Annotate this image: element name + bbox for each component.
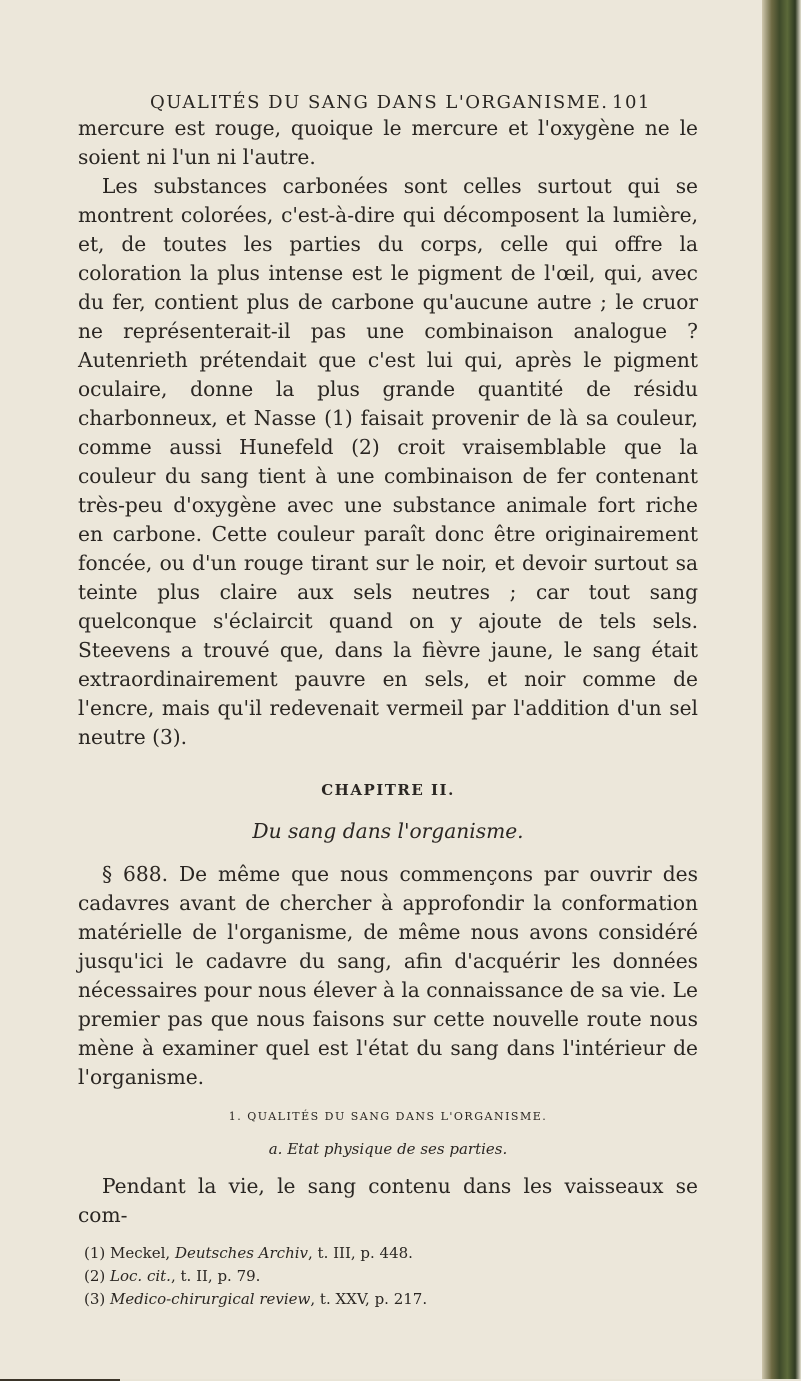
running-title: QUALITÉS DU SANG DANS L'ORGANISME.: [150, 92, 609, 113]
page-corner-shadow: [0, 1355, 120, 1381]
subsection-title: a. Etat physique de ses parties.: [268, 1140, 508, 1158]
footnote: [78, 1288, 698, 1311]
footnote-source: Deutsches Archiv: [174, 1244, 308, 1262]
footnote-number: (2): [84, 1267, 106, 1285]
footnote: [78, 1242, 698, 1265]
chapter-heading: CHAPITRE II.: [321, 781, 455, 799]
body-text: [78, 114, 698, 1311]
footnote-number: (3): [84, 1290, 106, 1308]
chapter-subtitle: Du sang dans l'organisme.: [252, 819, 524, 843]
footnote-source: Medico-chirurgical review: [110, 1290, 311, 1308]
page-number: 101: [612, 92, 651, 113]
footnote: [78, 1265, 698, 1288]
paragraph: Les substances carbonées sont celles surtout qui se montrent colorées, c'est-à-dire qui décomposent la lumière, et, de toutes les parties du corps, celle qui offre la coloration la plus intense est le pigment de l'œil, qui, avec du fer, contient plus de carbone qu'aucune autre ; le cruor ne représenterait-il pas une combinaison analogue ? Autenrieth prétendait que c'est lui qui, après le pigment oculaire, donne la plus grande quantité de résidu charbonneux, et Nasse (1) faisait provenir de là sa couleur, comme aussi Hunefeld (2) croit vraisemblable que la couleur du sang tient à une combinaison de fer contenant très-peu d'oxygène avec une substance animale fort riche en carbone. Cette couleur paraît donc être originairement foncée, ou d'un rouge tirant sur le noir, et devoir surtout sa teinte plus claire aux sels neutres ; car tout sang quelconque s'éclaircit quand on y ajoute de tels sels. Steevens a trouvé que, dans la fièvre jaune, le sang était extraordinairement pauvre en sels, et noir comme de l'encre, mais qu'il redevenait vermeil par l'addition d'un sel neutre (3).: [78, 174, 698, 749]
book-spine-edge: [762, 0, 801, 1379]
footnote-author: Meckel,: [110, 1244, 175, 1262]
paragraph: Pendant la vie, le sang contenu dans les vaisseaux se com-: [78, 1174, 698, 1227]
section-title: 1. QUALITÉS DU SANG DANS L'ORGANISME.: [228, 1110, 548, 1123]
paragraph: mercure est rouge, quoique le mercure et l'oxygène ne le soient ni l'un ni l'autre.: [78, 116, 698, 169]
footnote-number: (1): [84, 1244, 106, 1262]
footnotes: [78, 1242, 698, 1311]
footnote-source: Loc. cit.: [110, 1267, 171, 1285]
footnote-ref: , t. XXV, p. 217.: [310, 1290, 428, 1308]
footnote-ref: , t. III, p. 448.: [308, 1244, 413, 1262]
paragraph: § 688. De même que nous commençons par ouvrir des cadavres avant de chercher à approfondir la conformation matérielle de l'organisme, de même nous avons considéré jusqu'ici le cadavre du sang, afin d'acquérir les données nécessaires pour nous élever à la connaissance de sa vie. Le premier pas que nous faisons sur cette nouvelle route nous mène à examiner quel est l'état du sang dans l'intérieur de l'organisme.: [78, 862, 698, 1089]
footnote-ref: , t. II, p. 79.: [170, 1267, 261, 1285]
